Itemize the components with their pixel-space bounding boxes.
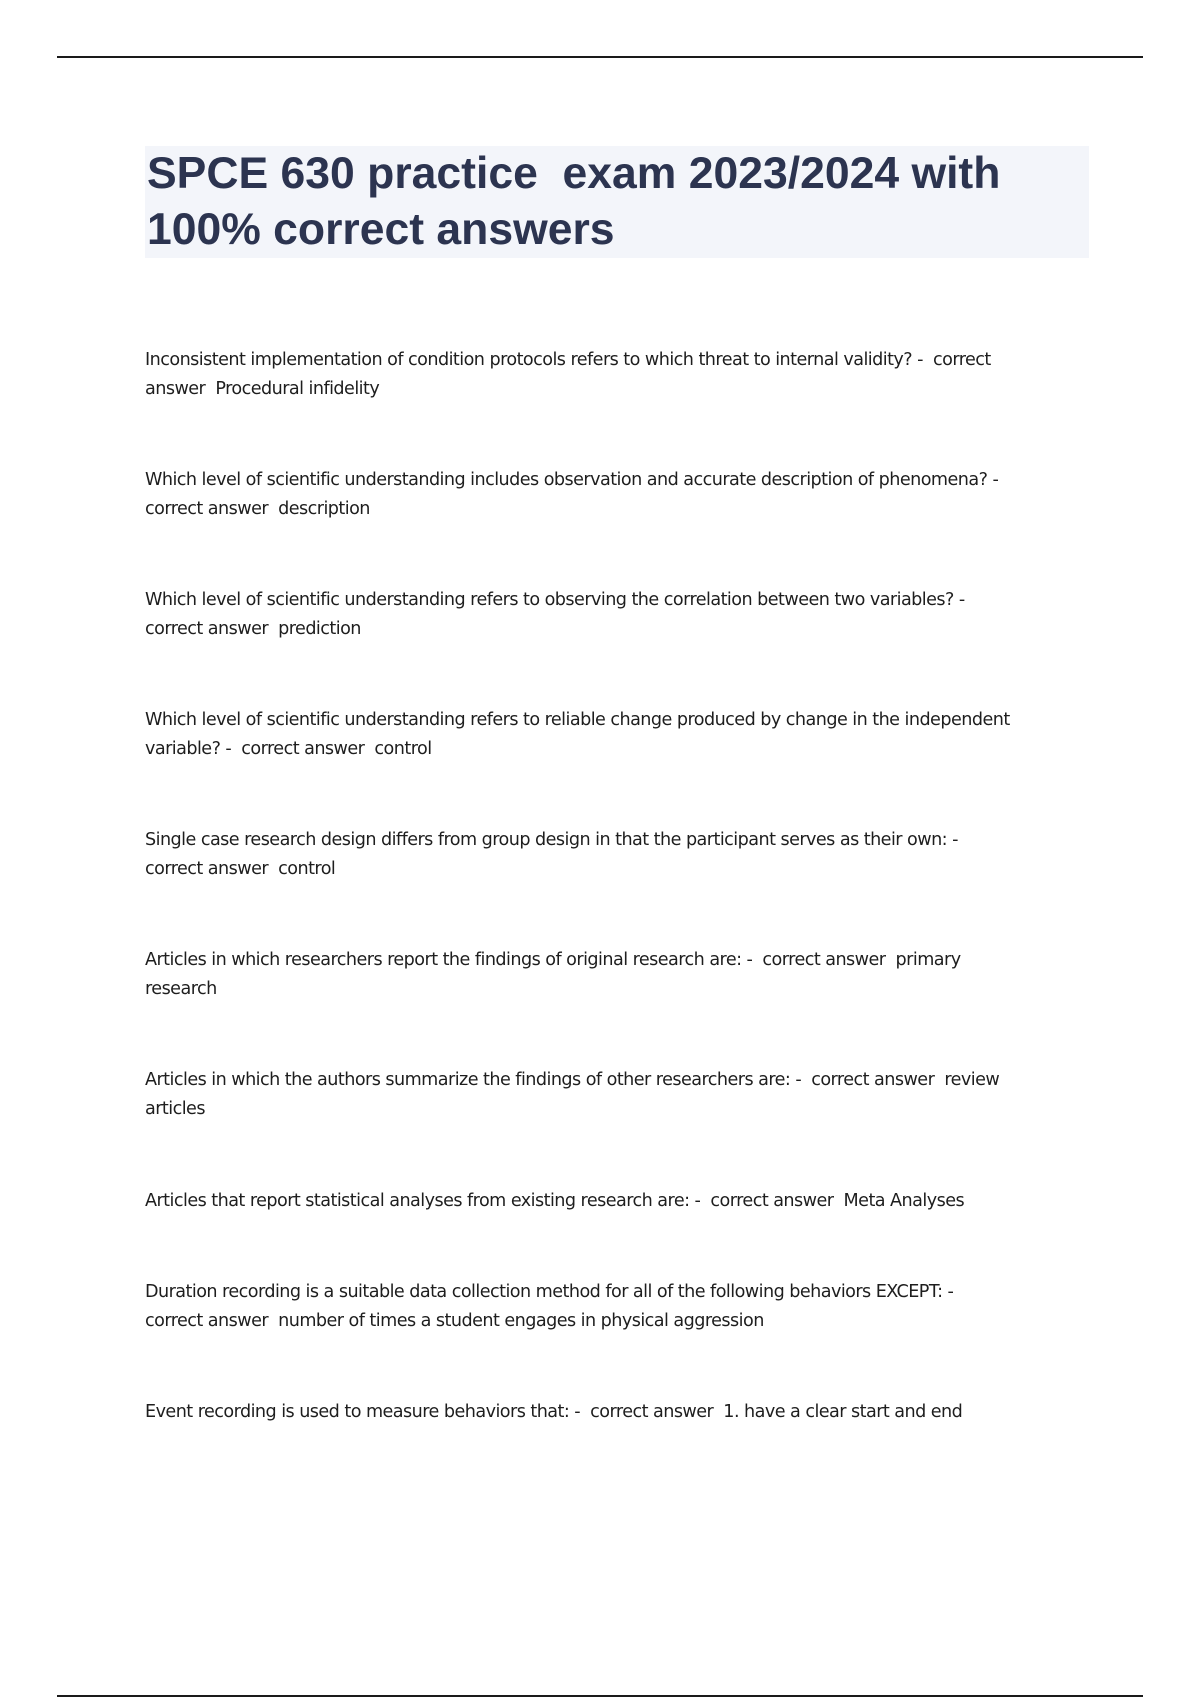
qa-item-1: Inconsistent implementation of condition protocols refers to which threat to internal validity? - correct answer Procedural infidelity <box>145 350 991 399</box>
qa-item-4: Which level of scientific understanding refers to reliable change produced by change in the independent variable? - correct answer control <box>145 710 1010 759</box>
bottom-rule <box>57 1695 1143 1697</box>
qa-item-7: Articles in which the authors summarize the findings of other researchers are: - correct answer review articles <box>145 1070 1000 1119</box>
qa-item-10: Event recording is used to measure behaviors that: - correct answer 1. have a clear start and end <box>145 1402 963 1422</box>
qa-item-6: Articles in which researchers report the findings of original research are: - correct answer primary research <box>145 950 961 999</box>
qa-item-5: Single case research design differs from group design in that the participant serves as their own: - correct answer control <box>145 830 958 879</box>
qa-item-3: Which level of scientific understanding refers to observing the correlation between two variables? - correct answer prediction <box>145 590 965 639</box>
top-rule <box>57 56 1143 58</box>
qa-item-9: Duration recording is a suitable data collection method for all of the following behaviors EXCEPT: - correct answer number of times a student engages in physical aggression <box>145 1282 954 1331</box>
qa-item-8: Articles that report statistical analyses from existing research are: - correct answer Meta Analyses <box>145 1191 965 1211</box>
title-banner <box>145 146 1089 258</box>
document-title: SPCE 630 practice exam 2023/2024 with 100% correct answers <box>147 149 1001 254</box>
qa-item-2: Which level of scientific understanding includes observation and accurate description of phenomena? - correct answer description <box>145 470 999 519</box>
